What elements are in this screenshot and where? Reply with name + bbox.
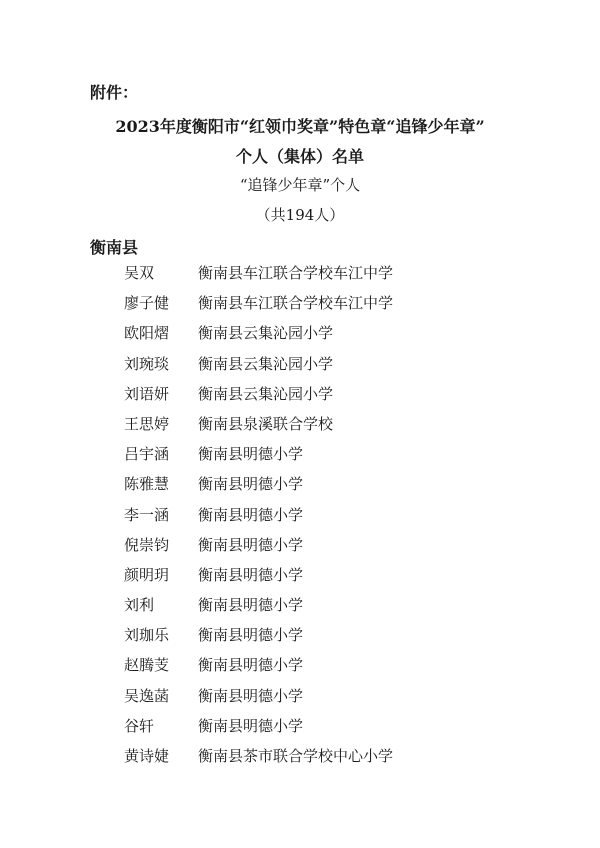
list-item [124, 475, 524, 505]
attachment-label: 附件： [90, 83, 139, 102]
list-item [124, 415, 524, 445]
honoree-name: 倪崇钧 [124, 535, 170, 554]
list-item [124, 566, 524, 596]
honoree-name: 赵腾芰 [124, 656, 170, 675]
honoree-name: 李一涵 [124, 505, 170, 524]
document-title: 2023年度衡阳市“红领巾奖章”特色章“追锋少年章” [115, 117, 485, 136]
honoree-school: 衡南县明德小学 [198, 565, 304, 584]
honoree-name: 谷轩 [124, 716, 155, 735]
honoree-school: 衡南县明德小学 [198, 535, 304, 554]
honoree-school: 衡南县明德小学 [198, 445, 304, 464]
list-item [124, 324, 524, 354]
honoree-name: 刘琬琰 [124, 354, 170, 373]
list-item [124, 506, 524, 536]
honoree-school: 衡南县云集沁园小学 [198, 354, 334, 373]
honoree-name: 刘利 [124, 596, 155, 615]
list-item [124, 385, 524, 415]
list-item [124, 264, 524, 294]
list-item [124, 656, 524, 686]
total-count: （共194人） [255, 206, 345, 224]
list-item [124, 747, 524, 777]
honoree-school: 衡南县云集沁园小学 [198, 324, 334, 343]
list-item [124, 355, 524, 385]
section-subtitle: “追锋少年章”个人 [239, 176, 361, 194]
honoree-name: 吴双 [124, 264, 155, 282]
county-heading: 衡南县 [90, 238, 139, 257]
list-item [124, 596, 524, 626]
honoree-name: 吴逸菡 [124, 686, 170, 705]
honoree-name: 颜明玥 [124, 565, 170, 584]
list-item [124, 445, 524, 475]
honoree-name: 欧阳熠 [124, 324, 170, 343]
honoree-name: 廖子健 [124, 294, 170, 313]
honoree-school: 衡南县明德小学 [198, 596, 304, 615]
document-title-line2: 个人（集体）名单 [235, 147, 364, 166]
list-item [124, 687, 524, 717]
honoree-school: 衡南县明德小学 [198, 716, 304, 735]
list-item [124, 717, 524, 747]
list-item [124, 536, 524, 566]
honoree-school: 衡南县明德小学 [198, 475, 304, 494]
list-item [124, 626, 524, 656]
honoree-school: 衡南县明德小学 [198, 686, 304, 705]
honoree-school: 衡南县云集沁园小学 [198, 384, 334, 403]
honoree-name: 王思婷 [124, 414, 170, 433]
honoree-name: 吕宇涵 [124, 445, 170, 464]
honoree-school: 衡南县茶市联合学校中心小学 [198, 747, 394, 765]
honoree-name: 黄诗婕 [124, 747, 170, 765]
honoree-school: 衡南县泉溪联合学校 [198, 414, 334, 433]
honoree-name: 刘语妍 [124, 384, 170, 403]
honoree-school: 衡南县明德小学 [198, 505, 304, 524]
honoree-name: 刘珈乐 [124, 626, 170, 645]
honoree-name: 陈雅慧 [124, 475, 170, 494]
honoree-school: 衡南县明德小学 [198, 656, 304, 675]
honoree-school: 衡南县车江联合学校车江中学 [198, 294, 394, 313]
honoree-school: 衡南县车江联合学校车江中学 [198, 264, 394, 282]
list-item [124, 294, 524, 324]
honoree-school: 衡南县明德小学 [198, 626, 304, 645]
honoree-list [124, 264, 524, 777]
